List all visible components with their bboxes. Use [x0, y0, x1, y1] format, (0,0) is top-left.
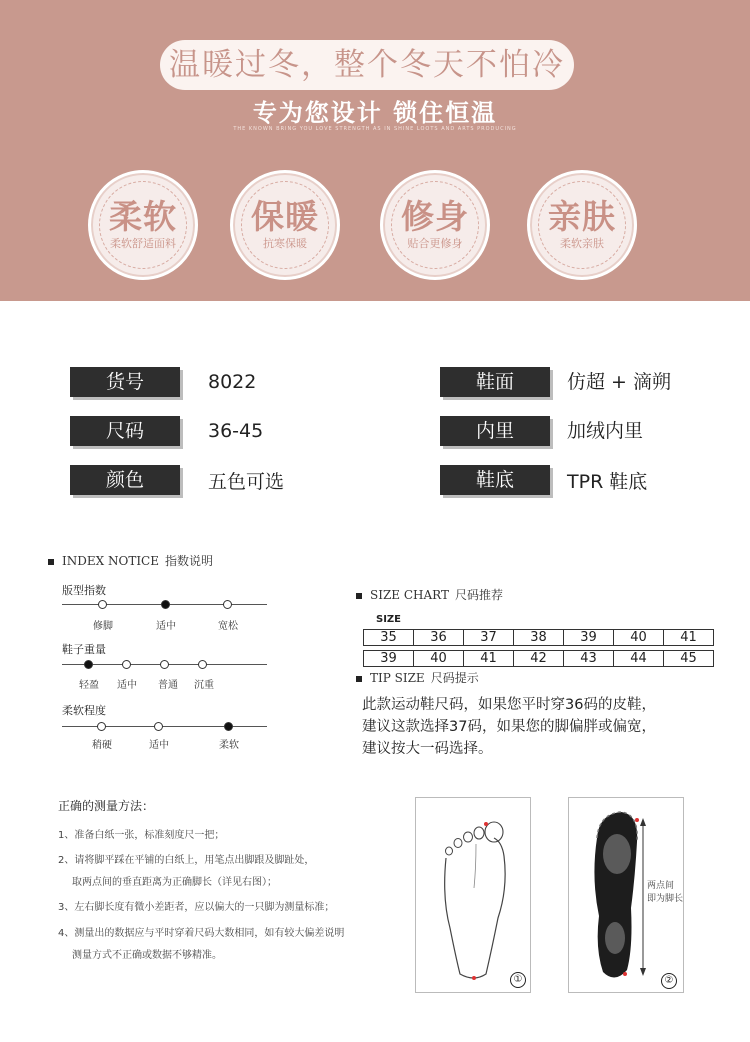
measure-step: 3、左右脚长度有微小差距者，应以偏大的一只脚为测量标准； — [58, 902, 335, 913]
table-cell: 42 — [514, 651, 564, 667]
table-cell: 44 — [614, 651, 664, 667]
bullet-square — [48, 559, 54, 565]
spec-label-upper: 鞋面 — [440, 367, 550, 397]
table-cell: 39 — [564, 630, 614, 646]
spec-value-color: 五色可选 — [208, 471, 285, 493]
scale-dot — [198, 660, 207, 669]
table-cell: 40 — [614, 630, 664, 646]
tip-line: 建议这款选择37码，如果您的脚偏胖或偏宽， — [362, 719, 656, 735]
table-cell: 38 — [514, 630, 564, 646]
bullet-square — [356, 676, 362, 682]
table-row — [364, 630, 714, 646]
table-cell: 43 — [564, 651, 614, 667]
table-cell: 40 — [414, 651, 464, 667]
scale-title-softness: 柔软程度 — [62, 704, 106, 717]
measure-step: 2、请将脚平踩在平铺的白纸上，用笔点出脚跟及脚趾处， — [58, 855, 315, 866]
scale-dot — [154, 722, 163, 731]
scale-tick-label: 稍硬 — [92, 740, 112, 751]
scale-dot — [98, 600, 107, 609]
scale-line — [62, 726, 267, 727]
feature-title: 保暖 — [251, 197, 319, 236]
spec-value-upper: 仿超 + 滴朔 — [567, 371, 671, 393]
feature-title: 修身 — [401, 197, 469, 236]
table-cell: 41 — [464, 651, 514, 667]
spec-label-lining: 内里 — [440, 416, 550, 446]
tip-line: 此款运动鞋尺码，如果您平时穿36码的皮鞋， — [362, 697, 656, 713]
shoe-sole-figure — [568, 797, 684, 993]
measure-step: 取两点间的垂直距离为正确脚长（详见右图）； — [72, 877, 277, 888]
table-cell: 45 — [664, 651, 714, 667]
scale-dot-selected — [224, 722, 233, 731]
scale-dot — [97, 722, 106, 731]
measure-step: 1、准备白纸一张，标准刻度尺一把； — [58, 830, 225, 841]
scale-tick-label: 普通 — [158, 680, 178, 691]
measure-step: 4、测量出的数据应与平时穿着尺码大数相同，如有较大偏差说明 — [58, 928, 345, 939]
banner-tagline: THE KNOWN BRING YOU LOVE STRENGTH AS IN SHINE LOOTS AND ARTS PRODUCING — [233, 126, 517, 132]
scale-tick-label: 适中 — [156, 621, 176, 632]
scale-dot-selected — [161, 600, 170, 609]
note-line: 即为脚长 — [647, 894, 684, 904]
note-line: 两点间 — [647, 881, 675, 891]
bullet-square — [356, 593, 362, 599]
scale-tick-label: 柔软 — [219, 740, 239, 751]
spec-label-sole: 鞋底 — [440, 465, 550, 495]
table-cell: 35 — [364, 630, 414, 646]
scale-tick-label: 轻盈 — [79, 680, 99, 691]
measure-step: 测量方式不正确或数据不够精准。 — [72, 950, 222, 961]
scale-tick-label: 沉重 — [194, 680, 214, 691]
scale-dot — [223, 600, 232, 609]
table-cell: 37 — [464, 630, 514, 646]
index-notice-heading — [48, 552, 213, 569]
feature-badge-warm — [230, 170, 340, 280]
size-header: SIZE — [376, 614, 402, 625]
size-table — [363, 650, 714, 667]
feature-badge-slim — [380, 170, 490, 280]
heading-cn: 尺码提示 — [430, 671, 479, 685]
scale-tick-label: 适中 — [117, 680, 137, 691]
spec-value-lining: 加绒内里 — [567, 420, 644, 442]
figure-number: ② — [661, 973, 677, 989]
scale-tick-label: 适中 — [149, 740, 169, 751]
heading-en: SIZE CHART — [370, 588, 450, 602]
spec-label-item-no: 货号 — [70, 367, 180, 397]
scale-dot — [160, 660, 169, 669]
feature-caption: 贴合更修身 — [407, 237, 463, 250]
feature-badge-soft — [88, 170, 198, 280]
foot-outline-figure — [415, 797, 531, 993]
spec-value-sole: TPR 鞋底 — [567, 471, 648, 493]
table-row — [364, 651, 714, 667]
table-cell: 39 — [364, 651, 414, 667]
feature-title: 柔软 — [109, 197, 177, 236]
banner-subheadline: 专为您设计 锁住恒温 — [252, 99, 498, 127]
promo-banner — [0, 0, 750, 301]
scale-tick-label: 修脚 — [93, 621, 113, 632]
heading-cn: 尺码推荐 — [455, 588, 504, 602]
size-chart-heading — [356, 586, 503, 603]
tip-line: 建议按大一码选择。 — [362, 741, 493, 757]
tip-size-heading — [356, 669, 479, 686]
measure-title: 正确的测量方法： — [58, 799, 155, 813]
feature-badge-skin — [527, 170, 637, 280]
figure-number: ① — [510, 972, 526, 988]
feature-caption: 柔软亲肤 — [560, 237, 604, 250]
table-cell: 36 — [414, 630, 464, 646]
heading-en: INDEX NOTICE — [62, 554, 160, 568]
spec-label-size: 尺码 — [70, 416, 180, 446]
spec-label-color: 颜色 — [70, 465, 180, 495]
scale-title-weight: 鞋子重量 — [62, 643, 106, 656]
size-table — [363, 629, 714, 646]
scale-dot-selected — [84, 660, 93, 669]
sole-length-note — [647, 880, 683, 906]
foot-outline-icon — [416, 798, 532, 994]
scale-tick-label: 宽松 — [218, 621, 238, 632]
scale-title-fit: 版型指数 — [62, 584, 106, 597]
feature-caption: 柔软舒适面料 — [110, 237, 176, 250]
banner-headline: 温暖过冬，整个冬天不怕冷 — [160, 40, 574, 90]
tip-text — [362, 694, 742, 760]
table-cell: 41 — [664, 630, 714, 646]
spec-value-size: 36-45 — [208, 420, 264, 442]
heading-en: TIP SIZE — [370, 671, 425, 685]
feature-title: 亲肤 — [548, 197, 616, 236]
heading-cn: 指数说明 — [165, 554, 214, 568]
scale-dot — [122, 660, 131, 669]
spec-value-item-no: 8022 — [208, 371, 257, 393]
feature-caption: 抗寒保暖 — [263, 237, 307, 250]
